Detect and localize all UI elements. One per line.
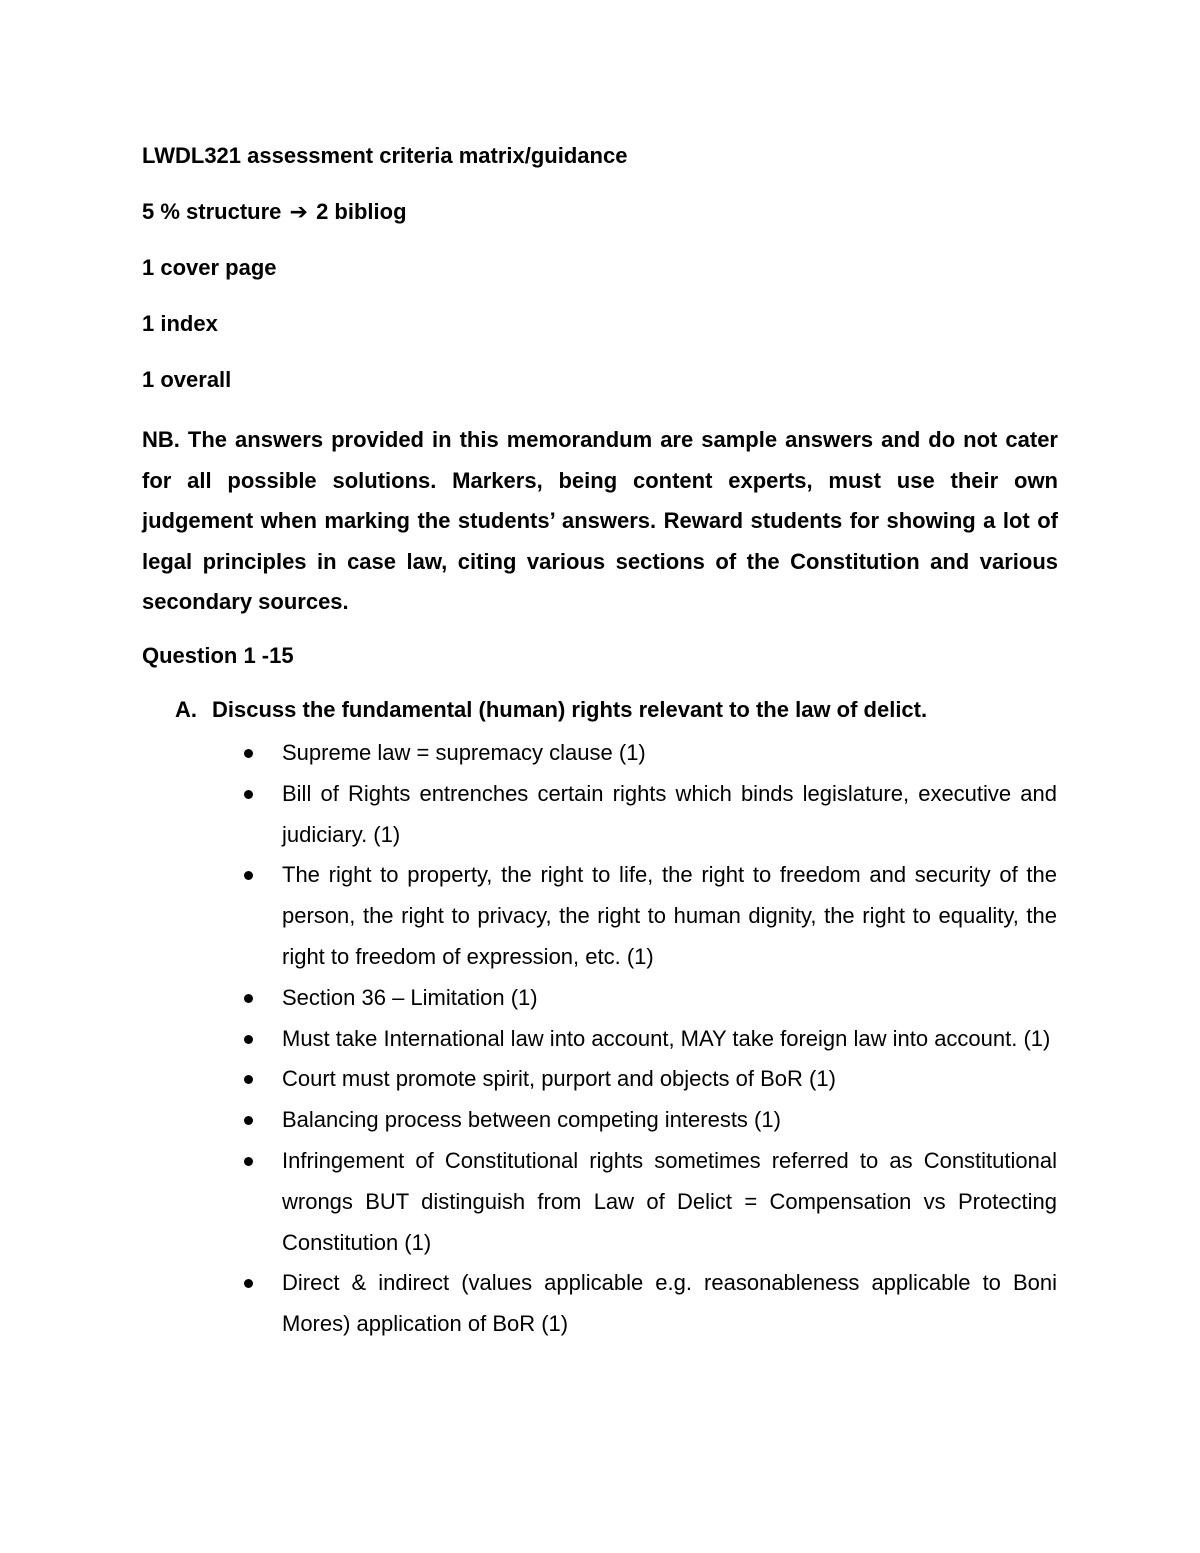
list-item: Supreme law = supremacy clause (1): [282, 733, 1057, 774]
list-item: Direct & indirect (values applicable e.g. reasonableness applicable to Boni Mores) application of BoR (1): [282, 1263, 1057, 1345]
list-item: Section 36 – Limitation (1): [282, 978, 1057, 1019]
list-item: Infringement of Constitutional rights sometimes referred to as Constitutional wrongs BUT distinguish from Law of Delict = Compensation vs Protecting Constitution (1): [282, 1141, 1057, 1263]
nb-paragraph: NB. The answers provided in this memorandum are sample answers and do not cater for all possible solutions. Markers, being content experts, must use their own judgement when marking the students’ answers. Reward students for showing a lot of legal principles in case law, citing various sections of the Constitution and various secondary sources.: [142, 427, 1058, 615]
arrow-right-icon: ➔: [289, 199, 308, 224]
bullet-icon: [244, 749, 253, 758]
list-item: Court must promote spirit, purport and objects of BoR (1): [282, 1059, 1057, 1100]
cover-page-line: 1 cover page: [142, 255, 277, 280]
list-item: Balancing process between competing interests (1): [282, 1100, 1057, 1141]
bullet-icon: [244, 1116, 253, 1125]
structure-right: 2 bibliog: [316, 199, 407, 224]
question-heading: Question 1 -15: [142, 643, 294, 668]
question-a-heading: [175, 697, 927, 723]
structure-line: [142, 199, 407, 225]
answer-bullet-list: [282, 733, 1057, 1345]
bullet-icon: [244, 1279, 253, 1288]
list-item: The right to property, the right to life, the right to freedom and security of the person, the right to privacy, the right to human dignity, the right to equality, the right to freedom of expression, etc. (1): [282, 855, 1057, 977]
structure-left: 5 % structure: [142, 199, 282, 224]
list-item: Must take International law into account, MAY take foreign law into account. (1): [282, 1019, 1057, 1060]
list-item: Bill of Rights entrenches certain rights which binds legislature, executive and judiciary. (1): [282, 774, 1057, 856]
bullet-icon: [244, 1157, 253, 1166]
question-a-text: Discuss the fundamental (human) rights relevant to the law of delict.: [212, 697, 928, 722]
document-title: LWDL321 assessment criteria matrix/guidance: [142, 143, 628, 168]
bullet-icon: [244, 790, 253, 799]
bullet-icon: [244, 1035, 253, 1044]
question-a-letter: A.: [175, 697, 197, 722]
bullet-icon: [244, 871, 253, 880]
bullet-icon: [244, 994, 253, 1003]
bullet-icon: [244, 1075, 253, 1084]
index-line: 1 index: [142, 311, 218, 336]
overall-line: 1 overall: [142, 367, 232, 392]
